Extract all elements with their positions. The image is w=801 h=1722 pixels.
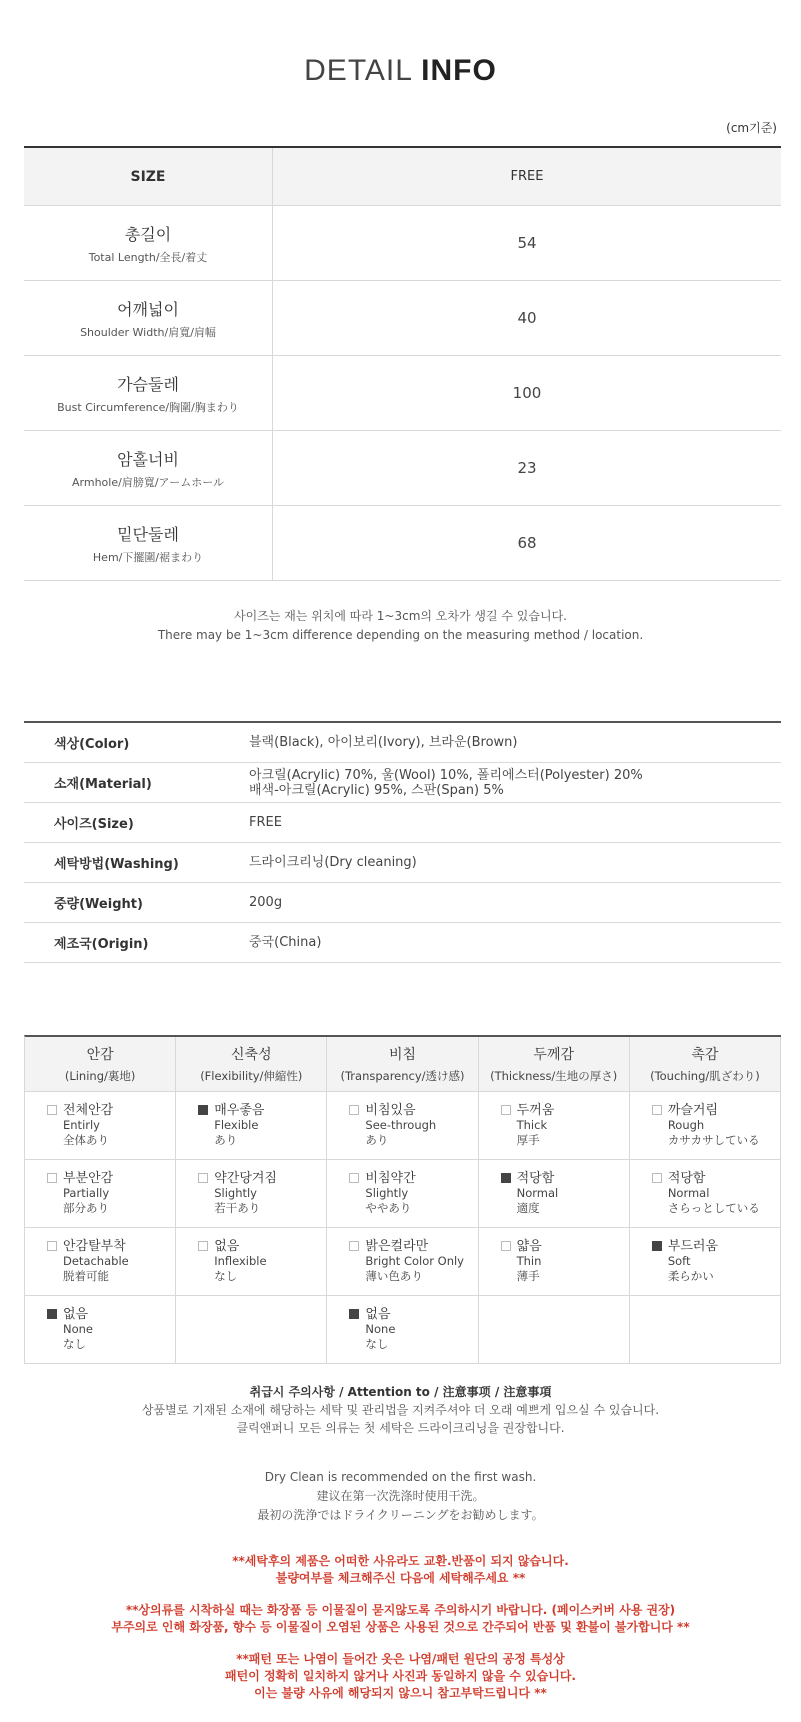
feel-option-l1: 없음 [214,1239,240,1254]
feel-header-cell [327,1037,478,1091]
unchecked-box-icon [652,1105,662,1115]
feel-option-l1: 두꺼움 [516,1103,555,1118]
feel-table [24,1035,781,1364]
unchecked-box-icon [349,1173,359,1183]
feel-cell [176,1296,327,1363]
info-value-line: 드라이크리닝(Dry cleaning) [249,855,417,870]
info-value-line: 아크릴(Acrylic) 70%, 울(Wool) 10%, 폴리에스터(Polyester) 20% [249,767,643,783]
checked-box-icon [198,1105,208,1115]
feel-option [501,1171,629,1216]
size-row-sub: Bust Circumference/胸圍/胸まわり [57,400,239,414]
warning-line: 이는 불량 사유에 해당되지 않으니 참고부탁드립니다 ** [254,1686,547,1700]
feel-option [198,1171,326,1216]
info-row-weight [24,883,781,923]
size-row-sub: Total Length/全長/着丈 [88,250,208,264]
feel-cell [25,1228,176,1295]
feel-row [25,1296,781,1364]
feel-option [501,1103,629,1148]
feel-option-l1: 적당함 [516,1171,555,1186]
feel-option-l3: 脱着可能 [63,1269,109,1283]
size-row-value: 54 [517,234,537,252]
feel-header-name: 신축성 [231,1047,272,1063]
feel-option-l3: 全体あり [63,1133,109,1147]
size-row-value: 23 [517,459,537,477]
care-notes-intl [0,1468,801,1525]
feel-option-l1: 비침있음 [365,1103,416,1118]
feel-option-l3: なし [365,1337,389,1351]
feel-option [349,1307,477,1352]
warning-line: 불량여부를 체크해주신 다음에 세탁해주세요 ** [275,1571,526,1585]
feel-option [47,1103,175,1148]
size-row-value: 68 [517,534,537,552]
unchecked-box-icon [198,1173,208,1183]
checked-box-icon [47,1309,57,1319]
feel-option-l3: さらっとしている [667,1201,760,1215]
info-key: 색상(Color) [54,737,130,752]
unchecked-box-icon [47,1173,57,1183]
size-row-name: 총길이 [124,224,172,244]
feel-option-l3: なし [214,1269,238,1283]
size-table [24,146,781,581]
unchecked-box-icon [198,1241,208,1251]
info-key: 사이즈(Size) [54,817,134,832]
feel-cell [25,1092,176,1159]
warning-pattern [0,1651,801,1702]
feel-cell [630,1092,781,1159]
care-line: 最初の洗浄ではドライクリーニングをお勧めします。 [257,1508,544,1522]
feel-option-l1: 얇음 [516,1239,542,1254]
feel-cell [327,1092,478,1159]
size-note [0,607,801,645]
feel-option-l3: ややあり [365,1201,412,1215]
feel-option [652,1239,780,1284]
feel-header-cell [630,1037,781,1091]
feel-cell [25,1296,176,1363]
info-value-line: 200g [249,895,283,910]
feel-option-l2: Entirly [63,1118,100,1132]
feel-cell [25,1160,176,1227]
feel-option-l2: None [365,1322,396,1336]
feel-option-l3: 薄い色あり [365,1269,423,1283]
info-value [249,735,781,750]
feel-header-name: 안감 [86,1047,114,1063]
info-row-color [24,723,781,763]
title-bold: INFO [421,54,497,87]
feel-option-l1: 매우좋음 [214,1103,265,1118]
feel-option-l3: カサカサしている [667,1133,760,1147]
feel-option-l2: Rough [667,1118,705,1132]
feel-option-l2: Thick [516,1118,548,1132]
warning-line: 부주의로 인해 화장품, 향수 등 이물질이 오염된 상품은 사용된 것으로 간주되어 반품 및 환불이 불가합니다 ** [111,1620,690,1634]
feel-option-l2: Slightly [365,1186,409,1200]
feel-cell [630,1228,781,1295]
feel-option-l3: あり [365,1133,389,1147]
feel-cell [479,1092,630,1159]
unchecked-box-icon [652,1173,662,1183]
size-row [24,506,781,581]
info-row-size [24,803,781,843]
feel-option-l3: 柔らかい [667,1269,714,1283]
feel-header-sub: (Flexibility/伸縮性) [200,1069,303,1083]
feel-option-l2: Inflexible [214,1254,267,1268]
feel-option [47,1307,175,1352]
warning-line: **상의류를 시착하실 때는 화장품 등 이물질이 묻지않도록 주의하시기 바랍니다. (페이스커버 사용 권장) [125,1603,676,1617]
feel-cell [479,1160,630,1227]
feel-cell [176,1228,327,1295]
warning-line: 패턴이 정확히 일치하지 않거나 사진과 동일하지 않을 수 있습니다. [225,1669,576,1683]
feel-option [47,1171,175,1216]
care-line: Dry Clean is recommended on the first wash. [264,1470,537,1484]
info-value [249,895,781,910]
info-row-material [24,763,781,803]
feel-header-cell [176,1037,327,1091]
feel-option-l1: 부분안감 [63,1171,114,1186]
feel-option-l3: 厚手 [516,1133,540,1147]
size-row [24,431,781,506]
feel-option [349,1239,477,1284]
size-row-sub: Armhole/肩膀寬/アームホール [72,475,224,489]
feel-cell [327,1160,478,1227]
feel-row [25,1228,781,1296]
info-table [24,721,781,963]
checked-box-icon [349,1309,359,1319]
info-row-washing [24,843,781,883]
feel-cell [479,1296,630,1363]
feel-header-sub: (Lining/裏地) [64,1069,136,1083]
info-key: 소재(Material) [54,777,152,792]
feel-option-l3: 若干あり [214,1201,261,1215]
checked-box-icon [652,1241,662,1251]
feel-option-l1: 약간당겨짐 [214,1171,277,1186]
size-row [24,356,781,431]
feel-option-l2: Normal [667,1186,710,1200]
feel-option-l2: Bright Color Only [365,1254,464,1268]
size-row-sub: Shoulder Width/肩寬/肩幅 [80,325,216,339]
info-value [249,855,781,870]
size-row-sub: Hem/下擺圍/裾まわり [92,550,204,564]
feel-option-l2: Thin [516,1254,542,1268]
feel-cell [630,1296,781,1363]
feel-cell [176,1160,327,1227]
warning-line: **패턴 또는 나염이 들어간 옷은 나염/패턴 원단의 공정 특성상 [236,1652,565,1666]
unchecked-box-icon [501,1241,511,1251]
feel-header-sub: (Transparency/透け感) [340,1069,465,1083]
feel-cell [630,1160,781,1227]
feel-option [198,1239,326,1284]
feel-option-l3: なし [63,1337,86,1351]
feel-option [47,1239,175,1284]
feel-option-l2: See-through [365,1118,437,1132]
feel-option-l2: Normal [516,1186,559,1200]
feel-option-l1: 안감탈부착 [63,1239,126,1254]
care-line: 상품별로 기재된 소재에 해당하는 세탁 및 관리법을 지켜주셔야 더 오래 예쁘게 입으실 수 있습니다. [141,1403,660,1417]
size-header-value: FREE [510,169,544,184]
feel-option [349,1103,477,1148]
unchecked-box-icon [501,1105,511,1115]
size-row-name: 가슴둘레 [117,374,179,394]
unchecked-box-icon [349,1105,359,1115]
feel-option-l1: 비침약간 [365,1171,416,1186]
feel-option-l3: 部分あり [63,1201,109,1215]
feel-option [652,1171,780,1216]
feel-option [652,1103,780,1148]
care-line: 建议在第一次洗涤时使用干洗。 [316,1489,485,1503]
feel-option-l2: Partially [63,1186,110,1200]
feel-option-l1: 없음 [63,1307,89,1322]
info-value [249,815,781,830]
info-value [249,935,781,950]
unchecked-box-icon [349,1241,359,1251]
info-key: 제조국(Origin) [54,937,149,952]
warning-wash [0,1553,801,1587]
care-notes [0,1383,801,1437]
info-row-origin [24,923,781,963]
feel-option-l3: あり [214,1133,238,1147]
feel-header-cell [479,1037,630,1091]
feel-row [25,1160,781,1228]
info-value-line: 중국(China) [249,935,322,950]
title-light: DETAIL [304,54,422,87]
feel-header-name: 두께감 [533,1047,574,1063]
feel-option-l1: 전체안감 [63,1103,114,1118]
size-note-line2: There may be 1~3cm difference depending on the measuring method / location. [157,628,644,642]
feel-option-l3: 適度 [516,1201,540,1215]
size-row-name: 밑단둘레 [117,524,179,544]
feel-header-sub: (Touching/肌ざわり) [650,1069,760,1083]
feel-option-l2: Detachable [63,1254,129,1268]
size-row [24,281,781,356]
feel-option-l2: None [63,1322,94,1336]
feel-row [25,1092,781,1160]
feel-cell [327,1296,478,1363]
feel-option [349,1171,477,1216]
feel-option-l1: 까슬거림 [667,1103,719,1118]
info-key: 중량(Weight) [54,897,143,912]
feel-cell [176,1092,327,1159]
feel-option-l3: 薄手 [516,1269,540,1283]
feel-option [198,1103,326,1148]
feel-option-l2: Soft [667,1254,691,1268]
size-row-value: 40 [517,309,537,327]
feel-header-name: 비침 [388,1047,417,1063]
unchecked-box-icon [47,1105,57,1115]
feel-header-cell [25,1037,176,1091]
size-row-value: 100 [512,384,542,402]
checked-box-icon [501,1173,511,1183]
feel-table-header [25,1037,781,1092]
feel-option-l2: Slightly [214,1186,257,1200]
feel-header-sub: (Thickness/生地の厚さ) [490,1069,618,1083]
info-value-line: FREE [249,815,282,830]
info-value-line: 블랙(Black), 아이보리(Ivory), 브라운(Brown) [249,735,518,750]
unit-label: (cm기준) [726,121,777,135]
care-heading: 취급시 주의사항 / Attention to / 注意事项 / 注意事項 [249,1385,552,1399]
size-header-label: SIZE [24,148,273,205]
feel-cell [327,1228,478,1295]
page-title [0,54,801,88]
info-key: 세탁방법(Washing) [54,857,179,872]
feel-header-name: 촉감 [691,1047,719,1063]
size-row-name: 암홀너비 [117,449,179,469]
warning-cosmetics [0,1602,801,1636]
feel-option-l2: Flexible [214,1118,259,1132]
feel-option-l1: 적당함 [667,1171,706,1186]
size-note-line1: 사이즈는 재는 위치에 따라 1~3cm의 오차가 생길 수 있습니다. [234,609,567,623]
info-value [249,768,781,798]
info-value-line: 배색-아크릴(Acrylic) 95%, 스판(Span) 5% [249,782,504,798]
feel-option-l1: 없음 [365,1307,391,1322]
size-row-name: 어깨넓이 [117,299,179,319]
feel-option-l1: 밝은컬라만 [365,1239,429,1254]
size-row [24,206,781,281]
feel-option-l1: 부드러움 [667,1239,719,1254]
warning-line: **세탁후의 제품은 어떠한 사유라도 교환.반품이 되지 않습니다. [232,1554,569,1568]
feel-option [501,1239,629,1284]
feel-cell [479,1228,630,1295]
size-table-header [24,148,781,206]
care-line: 클릭앤퍼니 모든 의류는 첫 세탁은 드라이크리닝을 권장합니다. [236,1421,565,1435]
unchecked-box-icon [47,1241,57,1251]
